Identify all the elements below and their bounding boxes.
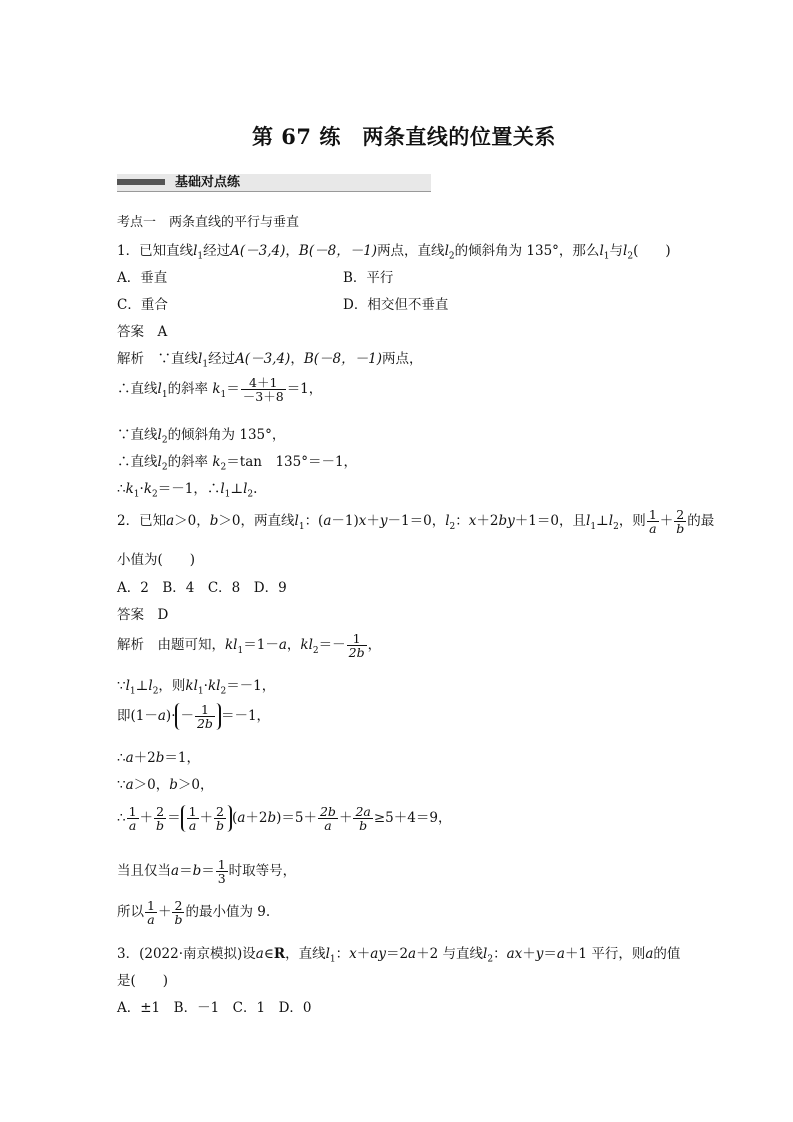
q2-bracket-sum: $\frac{1}{a}$ ＋ $\frac{2}{b}$ bbox=[181, 805, 232, 832]
q1-solution-line-3: ∵直线$l_2$的倾斜角为 135°， bbox=[117, 427, 286, 446]
q2-frac-1-over-a: $\frac{1}{a}$ bbox=[648, 507, 657, 537]
slope-fraction: $\frac{4+1}{-3+8}$ bbox=[242, 375, 284, 405]
q2-stem-line-1: 2．已知a＞0，b＞0，两直线$l_1$：(a－1)x＋y－1＝0，$l_2$：x＋2by＋1＝0，且$l_1\perp l_2$，则 $\frac{1}{a}$ ＋ $\frac{2}{b}$ 的最 bbox=[117, 507, 715, 537]
q1-option-c: C．重合 bbox=[117, 297, 168, 313]
section-rule bbox=[117, 191, 431, 192]
q2-solution-line-2: $\because l_1\perp l_2$，则$kl_1\cdot kl_2=-1$， bbox=[117, 678, 276, 697]
q2-bracket-expr: － $\frac{1}{2b}$ bbox=[175, 703, 220, 730]
q1-solution-line-2: ∴直线$l_1$的斜率 $k_1=$ $\frac{4+1}{-3+8}$ ＝1， bbox=[117, 375, 323, 405]
q1-solution-line-5: $\therefore k_1\cdot k_2=-1$，$\therefore l_1\perp l_2$. bbox=[117, 481, 258, 500]
q1-option-d: D．相交但不垂直 bbox=[343, 297, 449, 313]
q2-options: A．2 B．4 C．8 D．9 bbox=[117, 580, 287, 596]
q2-solution-line-5: ∵a＞0，b＞0， bbox=[117, 777, 214, 793]
q1-option-b: B．平行 bbox=[343, 270, 394, 286]
q3-options: A．±1 B．－1 C．1 D．0 bbox=[117, 1000, 312, 1016]
q2-solution-line-1: 解析 由题可知，$kl_1=1-a$，$kl_2=-$ $\frac{1}{2b}$ ， bbox=[117, 631, 382, 661]
q2-frac-1-over-2b: $\frac{1}{2b}$ bbox=[348, 631, 365, 661]
q1-solution-line-4: ∴直线$l_2$的斜率 $k_2=\tan$ 135°＝－1， bbox=[117, 454, 358, 473]
q1-stem: 1．已知直线$l_1$经过A(－3,4)，B(－8，－1)两点，直线$l_2$的倾斜角为 135°，那么$l_1$与$l_2$( ) bbox=[117, 243, 671, 262]
q2-solution-line-7: 当且仅当a＝b＝ $\frac{1}{3}$ 时取等号， bbox=[117, 857, 297, 887]
q2-solution-line-3: 即(1－a)· － $\frac{1}{2b}$ ＝－1， bbox=[117, 702, 271, 732]
section-header bbox=[117, 174, 431, 191]
q2-solution-line-8: 所以 $\frac{1}{a}$ ＋ $\frac{2}{b}$ 的最小值为 9. bbox=[117, 898, 271, 928]
page-title: 第 67 练 两条直线的位置关系 bbox=[252, 124, 556, 149]
section-marker bbox=[117, 179, 165, 185]
q2-frac-2-over-b: $\frac{2}{b}$ bbox=[676, 507, 685, 537]
q2-solution-line-4: ∴a＋2b＝1， bbox=[117, 750, 200, 766]
q1-answer: 答案 A bbox=[117, 324, 168, 340]
q1-solution-line-1: 解析 ∵直线$l_1$经过A(－3,4)，B(－8，－1)两点， bbox=[117, 351, 423, 370]
q3-stem-line-1: 3．(2022·南京模拟)设a∈R，直线$l_1$：x＋ay＝2a＋2 与直线$l_2$：ax＋y＝a＋1 平行，则a的值 bbox=[117, 946, 681, 965]
q3-stem-line-2: 是( ) bbox=[117, 973, 169, 989]
q2-answer: 答案 D bbox=[117, 607, 169, 623]
section-label: 基础对点练 bbox=[175, 175, 241, 190]
q1-option-a: A．垂直 bbox=[117, 270, 168, 286]
q2-solution-line-6: ∴ $\frac{1}{a}$ ＋ $\frac{2}{b}$ ＝ $\frac{1}{a}$ ＋ $\frac{2}{b}$ (a＋2b)＝5＋ $\frac{2b}{a}$ ＋ $\frac{2a}{b}$ ≥5＋4＝9， bbox=[117, 804, 452, 834]
q2-stem-line-2: 小值为( ) bbox=[117, 552, 196, 568]
topic-heading: 考点一 两条直线的平行与垂直 bbox=[117, 215, 300, 230]
